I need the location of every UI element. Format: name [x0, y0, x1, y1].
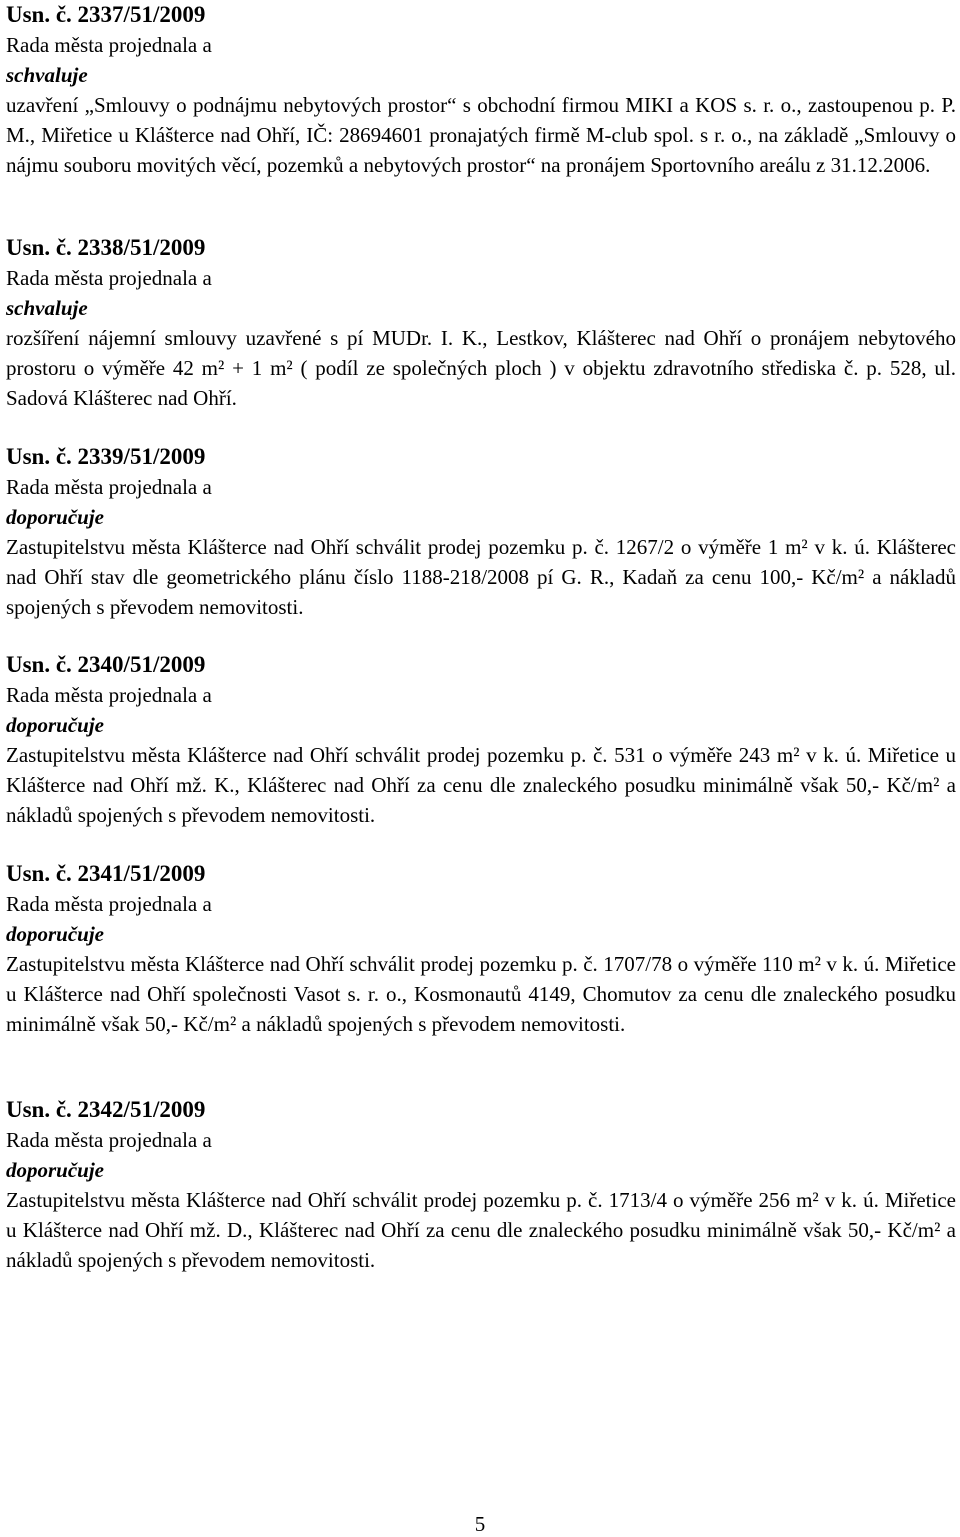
- page-number: 5: [474, 1512, 486, 1536]
- resolution-number: Usn. č. 2341/51/2009: [6, 861, 206, 886]
- council-statement: Rada města projednala a: [6, 683, 212, 707]
- resolution-verb: doporučuje: [6, 713, 105, 737]
- resolution-verb: schvaluje: [6, 63, 88, 87]
- resolution-2340: [6, 650, 956, 830]
- council-statement: Rada města projednala a: [6, 892, 212, 916]
- council-statement: Rada města projednala a: [6, 1128, 212, 1152]
- resolution-2337: [6, 0, 956, 180]
- resolution-2339: [6, 442, 956, 622]
- resolution-number: Usn. č. 2340/51/2009: [6, 652, 206, 677]
- resolution-verb: doporučuje: [6, 1158, 105, 1182]
- council-statement: Rada města projednala a: [6, 33, 212, 57]
- resolution-number: Usn. č. 2339/51/2009: [6, 444, 206, 469]
- council-statement: Rada města projednala a: [6, 475, 212, 499]
- resolution-body: Zastupitelstvu města Klášterce nad Ohří schválit prodej pozemku p. č. 531 o výměře 243 m² v k. ú. Miřetice u Klášterce nad Ohří mž. K., Klášterec nad Ohří za cenu dle znaleckého posudku minimálně však 50,- Kč/m² a nákladů spojených s převodem nemovitosti.: [6, 743, 956, 827]
- council-statement: Rada města projednala a: [6, 266, 212, 290]
- resolution-verb: doporučuje: [6, 505, 105, 529]
- resolution-body: Zastupitelstvu města Klášterce nad Ohří schválit prodej pozemku p. č. 1267/2 o výměře 1 m² v k. ú. Klášterec nad Ohří stav dle geometrického plánu číslo 1188-218/2008 pí G. R., Kadaň za cenu 100,- Kč/m² a nákladů spojených s převodem nemovitosti.: [6, 535, 956, 619]
- resolution-number: Usn. č. 2338/51/2009: [6, 235, 206, 260]
- resolution-2338: [6, 233, 956, 413]
- resolution-body: rozšíření nájemní smlouvy uzavřené s pí MUDr. I. K., Lestkov, Klášterec nad Ohří o pronájem nebytového prostoru o výměře 42 m² + 1 m² ( podíl ze společných ploch ) v objektu zdravotního střediska č. p. 528, ul. Sadová Klášterec nad Ohří.: [6, 326, 956, 410]
- resolution-number: Usn. č. 2342/51/2009: [6, 1097, 206, 1122]
- resolution-body: Zastupitelstvu města Klášterce nad Ohří schválit prodej pozemku p. č. 1713/4 o výměře 256 m² v k. ú. Miřetice u Klášterce nad Ohří mž. D., Klášterec nad Ohří za cenu dle znaleckého posudku minimálně však 50,- Kč/m² a nákladů spojených s převodem nemovitosti.: [6, 1188, 956, 1272]
- resolution-2342: [6, 1095, 956, 1275]
- resolution-body: Zastupitelstvu města Klášterce nad Ohří schválit prodej pozemku p. č. 1707/78 o výměře 110 m² v k. ú. Miřetice u Klášterce nad Ohří společnosti Vasot s. r. o., Kosmonautů 4149, Chomutov za cenu dle znaleckého posudku minimálně však 50,- Kč/m² a nákladů spojených s převodem nemovitosti.: [6, 952, 956, 1036]
- resolution-body: uzavření „Smlouvy o podnájmu nebytových prostor“ s obchodní firmou MIKI a KOS s. r. o., zastoupenou p. P. M., Miřetice u Klášterce nad Ohří, IČ: 28694601 pronajatých firmě M-club spol. s r. o., na základě „Smlouvy o nájmu souboru movitých věcí, pozemků a nebytových prostor“ na pronájem Sportovního areálu z 31.12.2006.: [6, 93, 956, 177]
- resolution-number: Usn. č. 2337/51/2009: [6, 2, 206, 27]
- resolution-verb: doporučuje: [6, 922, 105, 946]
- resolution-verb: schvaluje: [6, 296, 88, 320]
- resolution-2341: [6, 859, 956, 1039]
